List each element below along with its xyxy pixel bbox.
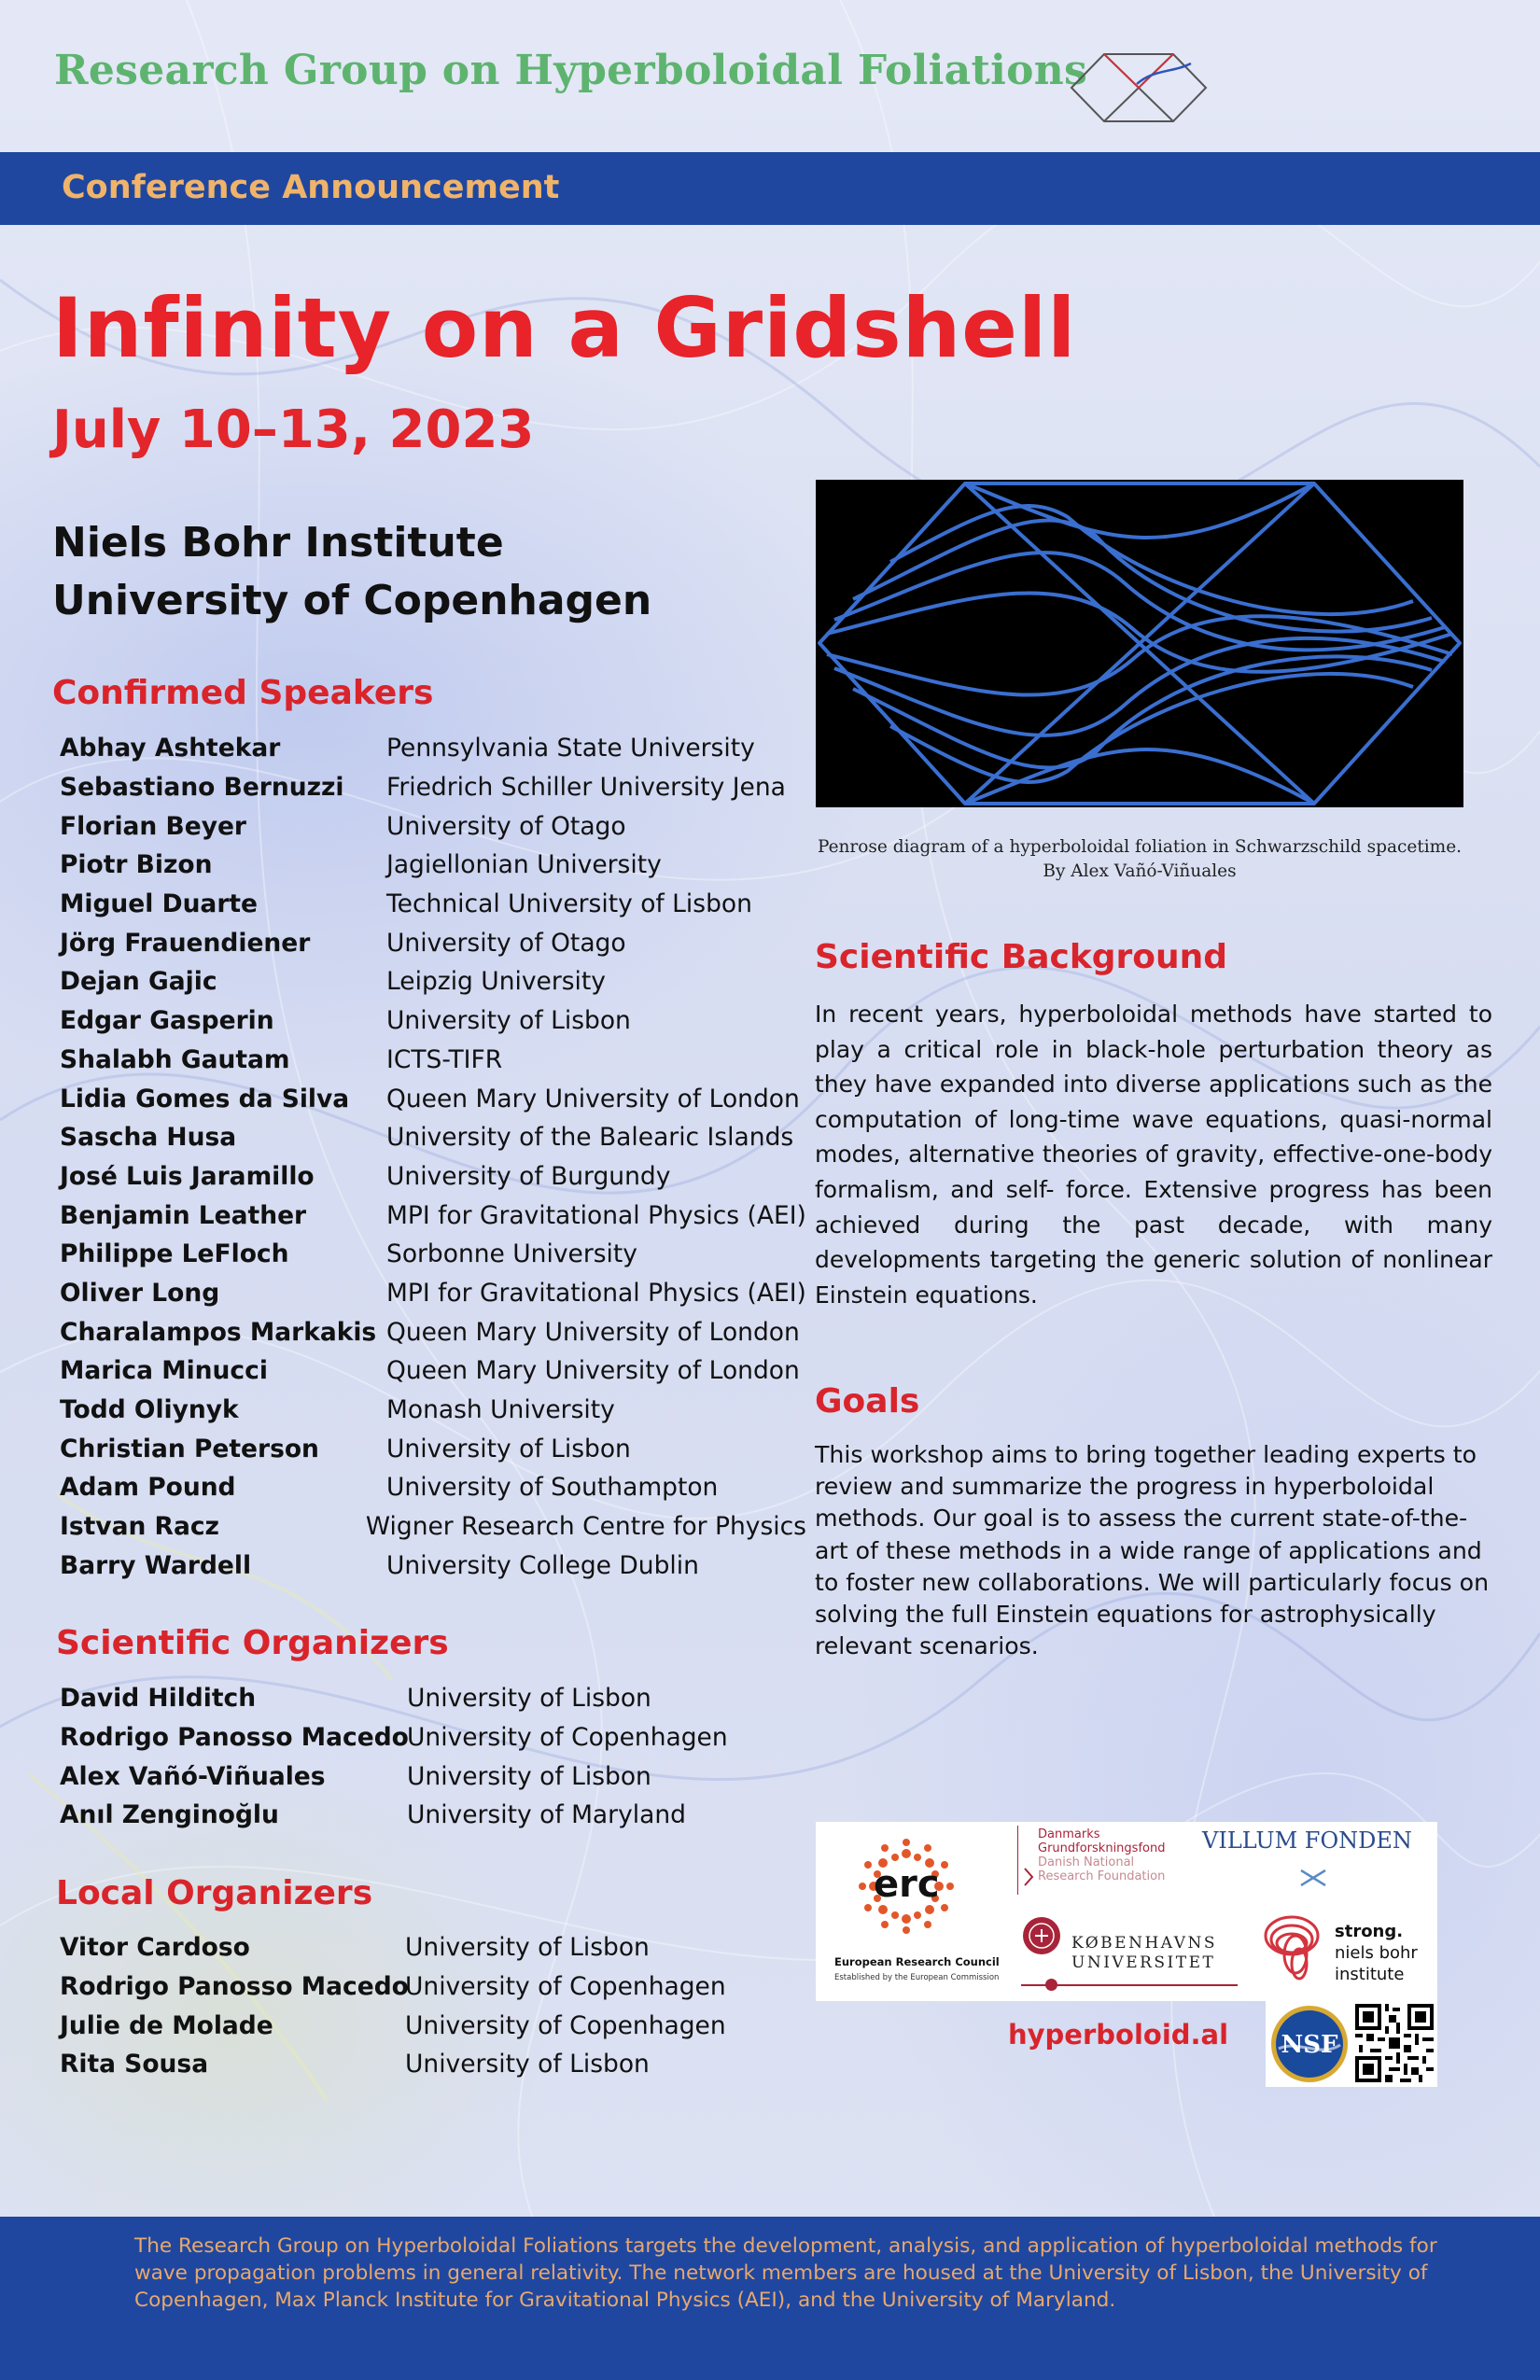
conference-title: Infinity on a Gridshell [52, 280, 1077, 376]
speaker-affiliation: MPI for Gravitational Physics (AEI) [386, 1278, 806, 1308]
organizer-affiliation: University of Lisbon [407, 1684, 651, 1714]
organizer-name: Rodrigo Panosso Macedo [60, 1972, 409, 2002]
speaker-row [60, 1235, 806, 1274]
erc-name: European Research Council [834, 1955, 1000, 1968]
ku-line2: UNIVERSITET [1071, 1953, 1216, 1972]
speaker-row [60, 806, 806, 846]
speaker-name: Abhay Ashtekar [60, 734, 281, 763]
speaker-affiliation: Monash University [386, 1395, 615, 1425]
speaker-row [60, 1041, 806, 1080]
confirmed-speakers-heading: Confirmed Speakers [52, 674, 434, 712]
figure-caption-line1: Penrose diagram of a hyperboloidal foliation in Schwarzschild spacetime. [817, 837, 1463, 857]
group-title: Research Group on Hyperboloidal Foliations [54, 47, 1088, 94]
speaker-row [60, 1351, 806, 1391]
organizer-name: Rodrigo Panosso Macedo [60, 1723, 409, 1753]
speaker-name: Charalampos Markakis [60, 1317, 377, 1347]
speaker-name: Miguel Duarte [60, 889, 259, 919]
erc-mark: erc [874, 1863, 940, 1906]
speaker-row [60, 768, 806, 807]
villum-fonden-logo: VILLUM FONDEN [1202, 1827, 1412, 1854]
speaker-row [60, 962, 806, 1001]
strong-name [1335, 1921, 1418, 1985]
speaker-name: Marica Minucci [60, 1356, 268, 1386]
organizer-row [60, 2006, 806, 2045]
speaker-affiliation: Leipzig University [386, 967, 606, 997]
group-logo-icon [1070, 50, 1208, 125]
speaker-name: Istvan Racz [60, 1512, 219, 1542]
speaker-affiliation: Pennsylvania State University [386, 734, 755, 763]
organizer-name: Julie de Molade [60, 2010, 273, 2040]
organizer-row [60, 2045, 806, 2084]
speaker-affiliation: University of Otago [386, 928, 626, 958]
dnrf-line1: Danmarks [1038, 1827, 1100, 1841]
speaker-name: Florian Beyer [60, 811, 247, 841]
banner-label: Conference Announcement [62, 169, 560, 206]
speaker-affiliation: Queen Mary University of London [386, 1356, 800, 1386]
background-text: In recent years, hyperboloidal methods have started to play a critical role in black-hole perturbation theory as they have expanded into diverse applications such as the computation of long-time wave equations, quasi-normal modes, alternative theories of gravity, effective-one-body formalism, and self- force. Extensive progress has been achieved during the past decade, with many developments targeting the generic solution of nonlinear Einstein equations. [815, 1001, 1492, 1309]
venue-university: University of Copenhagen [52, 577, 652, 624]
organizer-affiliation: University of Copenhagen [405, 1972, 726, 2002]
goals-heading: Goals [815, 1382, 920, 1421]
organizer-name: Anıl Zenginoğlu [60, 1800, 279, 1830]
speaker-affiliation: University of Southampton [386, 1473, 719, 1503]
strong-line3: institute [1335, 1965, 1405, 1984]
speaker-name: Edgar Gasperin [60, 1006, 274, 1036]
dnrf-line2: Grundforskningsfond [1038, 1841, 1166, 1855]
speaker-name: Dejan Gajic [60, 967, 217, 997]
speaker-row [60, 885, 806, 924]
footer-text: The Research Group on Hyperboloidal Foliations targets the development, analysis, and application of hyperboloidal methods for wave propagation problems in general relativity. The network members are housed at the University of Lisbon, the University of Copenhagen, Max Planck Institute for Gravitational Physics (AEI), and the University of Maryland. [134, 2234, 1437, 2312]
strong-logo-icon [1260, 1910, 1325, 1988]
erc-subtitle: Established by the European Commission [834, 1973, 1000, 1982]
sponsor-logos [816, 1822, 1437, 2001]
speaker-affiliation: Queen Mary University of London [386, 1084, 800, 1113]
organizer-affiliation: University of Copenhagen [405, 2010, 726, 2040]
figure-caption [816, 835, 1463, 884]
speaker-row [60, 1196, 806, 1235]
website-link[interactable]: hyperboloid.al [1008, 2019, 1229, 2051]
nsf-logo-text: NSF [1281, 2031, 1338, 2059]
speaker-affiliation: Jagiellonian University [386, 850, 662, 880]
speakers-list [60, 729, 806, 1585]
speaker-row [60, 1001, 806, 1041]
penrose-diagram [816, 480, 1463, 807]
speaker-row [60, 729, 806, 768]
scientific-organizers-heading: Scientific Organizers [56, 1624, 449, 1662]
speaker-row [60, 1507, 806, 1547]
dnrf-name [1038, 1827, 1165, 1883]
speaker-row [60, 1391, 806, 1430]
organizer-row [60, 1757, 806, 1796]
speaker-affiliation: Technical University of Lisbon [386, 889, 752, 919]
dnrf-rule [1017, 1826, 1018, 1895]
organizer-affiliation: University of Lisbon [407, 1761, 651, 1791]
background-heading: Scientific Background [815, 938, 1228, 976]
ku-rule-dot [1045, 1979, 1057, 1991]
organizer-name: Alex Vañó-Viñuales [60, 1761, 326, 1791]
venue-institute: Niels Bohr Institute [52, 519, 504, 567]
strong-line1: strong. [1335, 1922, 1404, 1941]
speaker-affiliation: Wigner Research Centre for Physics [365, 1512, 806, 1542]
dnrf-line3: Danish National [1038, 1855, 1135, 1869]
local-organizers-list [60, 1928, 806, 2084]
organizer-row [60, 1967, 806, 2007]
speaker-name: José Luis Jaramillo [60, 1161, 315, 1191]
strong-line2: niels bohr [1335, 1943, 1418, 1963]
local-organizers-heading: Local Organizers [56, 1874, 373, 1912]
speaker-name: Sascha Husa [60, 1123, 237, 1153]
ku-name [1071, 1934, 1217, 1973]
organizer-affiliation: University of Maryland [407, 1800, 686, 1830]
speaker-name: Oliver Long [60, 1278, 220, 1308]
speaker-name: Barry Wardell [60, 1550, 252, 1580]
organizer-row [60, 1718, 806, 1757]
speaker-name: Adam Pound [60, 1473, 236, 1503]
nsf-logo-icon [1269, 2004, 1350, 2084]
speaker-affiliation: University College Dublin [386, 1550, 699, 1580]
speaker-affiliation: University of Lisbon [386, 1006, 631, 1036]
organizer-name: Vitor Cardoso [60, 1933, 250, 1963]
speaker-affiliation: ICTS-TIFR [386, 1044, 503, 1074]
dnrf-line4: Research Foundation [1038, 1869, 1166, 1883]
speaker-row [60, 1274, 806, 1313]
speaker-row [60, 1118, 806, 1157]
speaker-affiliation: Sorbonne University [386, 1239, 637, 1269]
scientific-organizers-list [60, 1679, 806, 1835]
organizer-row [60, 1928, 806, 1967]
organizer-row [60, 1796, 806, 1835]
speaker-name: Lidia Gomes da Silva [60, 1084, 350, 1113]
speaker-affiliation: University of Otago [386, 811, 626, 841]
speaker-name: Piotr Bizon [60, 850, 213, 880]
speaker-name: Todd Oliynyk [60, 1395, 239, 1425]
speaker-affiliation: University of Burgundy [386, 1161, 671, 1191]
goals-text: This workshop aims to bring together leading experts to review and summarize the progress in hyperboloidal methods. Our goal is to assess the current state-of-the-art of these methods in a wide range of applications and to foster new collaborations. We will particularly focus on solving the full Einstein equations for astrophysically relevant scenarios. [815, 1441, 1490, 1660]
speaker-name: Jörg Frauendiener [60, 928, 311, 958]
speaker-affiliation: University of the Balearic Islands [386, 1123, 794, 1153]
speaker-row [60, 846, 806, 885]
speaker-name: Benjamin Leather [60, 1200, 307, 1230]
organizer-affiliation: University of Copenhagen [407, 1723, 728, 1753]
speaker-affiliation: University of Lisbon [386, 1434, 631, 1463]
conference-date: July 10–13, 2023 [52, 399, 535, 460]
nsf-qr-box [1266, 2000, 1437, 2087]
speaker-name: Christian Peterson [60, 1434, 319, 1463]
figure-caption-line2: By Alex Vañó-Viñuales [1043, 861, 1237, 881]
speaker-name: Sebastiano Bernuzzi [60, 773, 344, 803]
ku-line1: KØBENHAVNS [1071, 1934, 1218, 1953]
speaker-row [60, 1429, 806, 1468]
organizer-row [60, 1679, 806, 1718]
speaker-affiliation: Queen Mary University of London [386, 1317, 800, 1347]
ku-seal-icon [1021, 1913, 1062, 1958]
speaker-row [60, 923, 806, 962]
speaker-name: Philippe LeFloch [60, 1239, 289, 1269]
qr-code-icon[interactable] [1355, 2004, 1434, 2082]
dnrf-logo-icon [1023, 1867, 1034, 1887]
speaker-row [60, 1312, 806, 1351]
organizer-name: David Hilditch [60, 1684, 257, 1714]
speaker-affiliation: Friedrich Schiller University Jena [386, 773, 786, 803]
speaker-row [60, 1546, 806, 1585]
organizer-name: Rita Sousa [60, 2050, 209, 2079]
organizer-affiliation: University of Lisbon [405, 1933, 650, 1963]
speaker-name: Shalabh Gautam [60, 1044, 290, 1074]
speaker-row [60, 1157, 806, 1197]
organizer-affiliation: University of Lisbon [405, 2050, 650, 2079]
speaker-affiliation: MPI for Gravitational Physics (AEI) [386, 1200, 806, 1230]
villum-emblem-icon [1299, 1867, 1327, 1889]
speaker-row [60, 1468, 806, 1507]
speaker-row [60, 1079, 806, 1118]
